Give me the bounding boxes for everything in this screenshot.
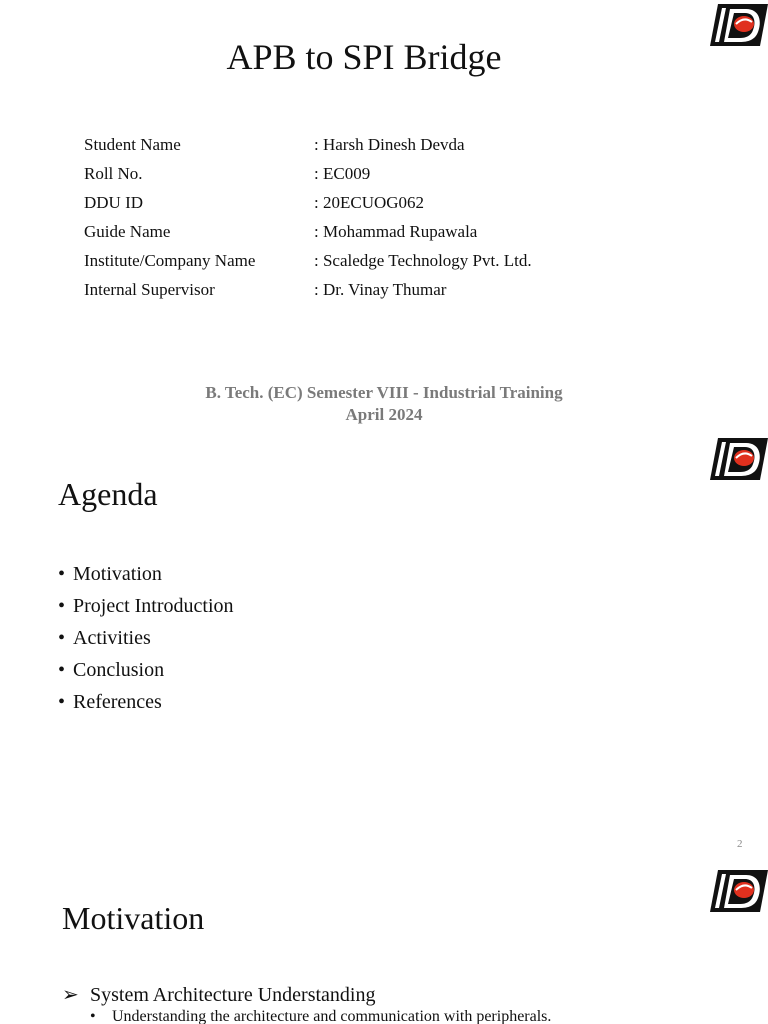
bullet-icon: • (58, 659, 66, 681)
slide-title: APB to SPI Bridge (226, 37, 502, 77)
agenda-item-label: Project Introduction (73, 595, 234, 617)
ddu-logo-icon (710, 868, 768, 914)
info-value: : Dr. Vinay Thumar (314, 279, 447, 299)
info-label: Institute/Company Name (84, 250, 256, 270)
subtitle-line-course: B. Tech. (EC) Semester VIII - Industrial Training (205, 383, 563, 402)
info-row-institute (84, 246, 532, 275)
info-value: : EC009 (314, 163, 371, 183)
page-number: 2 (737, 838, 743, 850)
agenda-item-motivation (58, 558, 234, 590)
motivation-slide (0, 868, 768, 1024)
agenda-item-label: Conclusion (73, 659, 165, 681)
motivation-heading: Motivation (62, 900, 205, 936)
info-value: : 20ECUOG062 (314, 192, 425, 212)
info-value: : Harsh Dinesh Devda (314, 134, 465, 154)
agenda-heading: Agenda (58, 476, 158, 512)
info-label: Student Name (84, 134, 181, 154)
agenda-item-project-introduction (58, 590, 234, 622)
info-value: : Mohammad Rupawala (314, 221, 478, 241)
agenda-item-label: References (73, 691, 162, 713)
bullet-icon: • (58, 563, 66, 585)
agenda-item-label: Motivation (73, 563, 162, 585)
info-row-internal-supervisor (84, 275, 532, 304)
arrow-bullet-icon: ➢ (62, 984, 79, 1006)
info-label: DDU ID (84, 192, 144, 212)
agenda-list (58, 558, 234, 718)
bullet-icon: • (58, 691, 66, 713)
ddu-logo-icon (710, 436, 768, 482)
info-row-student-name (84, 130, 532, 159)
bullet-icon: • (58, 627, 66, 649)
subtitle-line-date: April 2024 (345, 405, 423, 424)
agenda-item-label: Activities (73, 627, 151, 649)
motivation-item (62, 982, 376, 1007)
motivation-sub-item (90, 1008, 551, 1024)
info-row-ddu-id (84, 188, 532, 217)
title-slide (0, 0, 768, 434)
info-row-roll-no (84, 159, 532, 188)
student-info-table (84, 130, 532, 304)
agenda-slide (0, 434, 768, 868)
slide-subtitle (0, 382, 768, 426)
motivation-sub-item-label: Understanding the architecture and communication with peripherals. (112, 1008, 552, 1024)
agenda-item-references (58, 686, 234, 718)
info-label: Roll No. (84, 163, 143, 183)
bullet-icon: • (58, 595, 66, 617)
info-row-guide-name (84, 217, 532, 246)
agenda-item-conclusion (58, 654, 234, 686)
info-label: Guide Name (84, 221, 171, 241)
bullet-icon: • (90, 1008, 96, 1024)
info-value: : Scaledge Technology Pvt. Ltd. (314, 250, 532, 270)
motivation-item-label: System Architecture Understanding (90, 984, 376, 1006)
info-label: Internal Supervisor (84, 279, 215, 299)
agenda-item-activities (58, 622, 234, 654)
